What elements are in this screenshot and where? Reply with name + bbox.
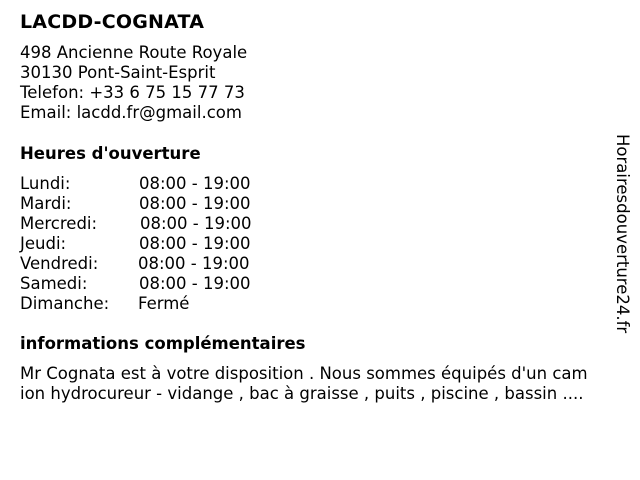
time-value: 08:00 - 19:00 [140, 214, 252, 233]
info-heading: informations complémentaires [20, 334, 306, 353]
contact-block [20, 43, 247, 123]
time-value: 08:00 - 19:00 [139, 174, 251, 193]
info-line: ion hydrocureur - vidange , bac à graisse , puits , piscine , bassin .... [20, 384, 584, 403]
business-name: LACDD-COGNATA [20, 11, 205, 33]
hours-heading: Heures d'ouverture [20, 144, 201, 163]
time-value: 08:00 - 19:00 [139, 194, 251, 213]
phone-line: Telefon: +33 6 75 15 77 73 [20, 83, 245, 102]
address-line-city: 30130 Pont-Saint-Esprit [20, 63, 216, 82]
info-line: Mr Cognata est à votre disposition . Nous sommes équipés d'un cam [20, 364, 588, 383]
time-value: 08:00 - 19:00 [139, 274, 251, 293]
time-value: 08:00 - 19:00 [139, 234, 251, 253]
day-label: Mardi: [20, 194, 72, 213]
day-label: Samedi: [20, 274, 88, 293]
day-label: Vendredi: [20, 254, 99, 273]
time-value: Fermé [138, 294, 190, 313]
site-watermark-text: Horairesdouverture24.fr [613, 134, 632, 334]
day-label: Mercredi: [20, 214, 98, 233]
day-label: Dimanche: [20, 294, 110, 313]
info-description [20, 364, 624, 404]
time-value: 08:00 - 19:00 [138, 254, 250, 273]
email-line: Email: lacdd.fr@gmail.com [20, 103, 242, 122]
day-label: Lundi: [20, 174, 71, 193]
address-line-street: 498 Ancienne Route Royale [20, 43, 248, 62]
day-label: Jeudi: [20, 234, 67, 253]
